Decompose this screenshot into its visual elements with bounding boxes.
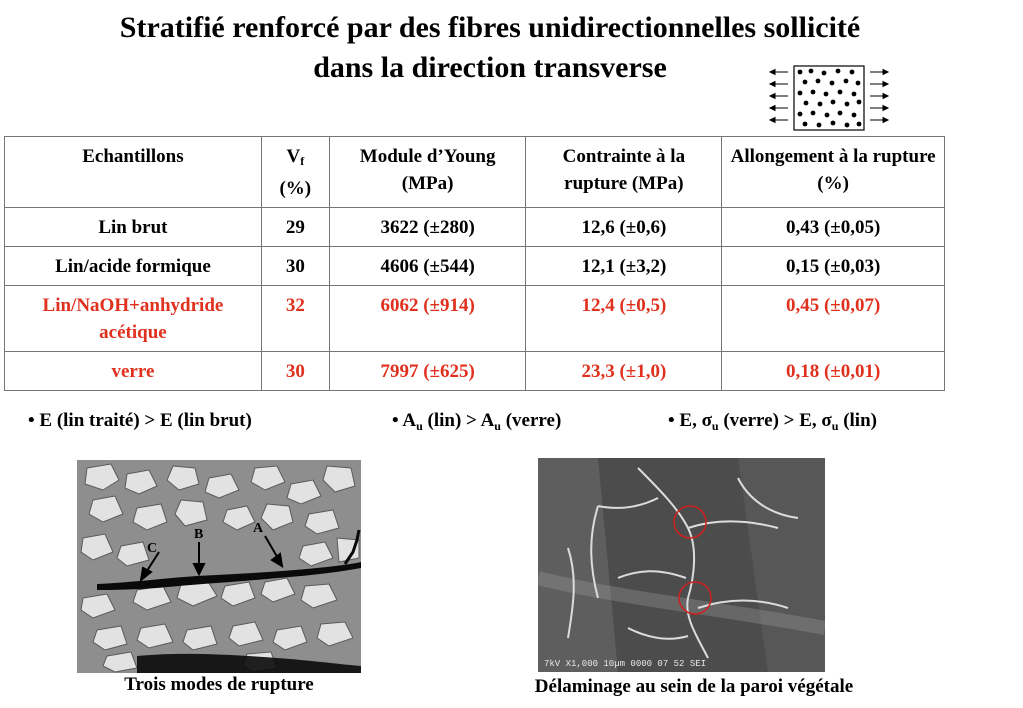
label-b: B (194, 527, 204, 542)
transverse-loading-schematic (766, 64, 892, 132)
note-stress-sub: u (831, 419, 839, 433)
table-row-highlighted (5, 352, 945, 391)
note-stress-part: • E, σ (668, 410, 712, 431)
header-samples: Echantillons (5, 137, 262, 208)
note-strain-part: (lin) > A (422, 410, 495, 431)
note-stress-part: (verre) > E, σ (718, 410, 832, 431)
caption-delamination: Délaminage au sein de la paroi végétale (534, 676, 854, 697)
table-row (5, 208, 945, 247)
cell-sample: verre (5, 352, 262, 391)
note-strain-sub: u (416, 419, 423, 433)
cell-vf: 29 (261, 208, 329, 247)
table-row (5, 247, 945, 286)
note-stress-part: (lin) (838, 410, 877, 431)
label-a: A (253, 521, 264, 536)
table-row-highlighted (5, 286, 945, 352)
cell-strain: 0,43 (±0,05) (722, 208, 945, 247)
note-stress (668, 410, 877, 434)
sem-scalebar-info: 7kV X1,000 10µm 0000 07 52 SEI (544, 659, 707, 669)
cell-stress: 12,1 (±3,2) (526, 247, 722, 286)
note-strain-sub: u (494, 419, 501, 433)
cell-sample: Lin/acide formique (5, 247, 262, 286)
cell-strain: 0,15 (±0,03) (722, 247, 945, 286)
cell-stress: 23,3 (±1,0) (526, 352, 722, 391)
note-stress-sub: u (711, 419, 719, 433)
note-strain-part: (verre) (500, 410, 562, 431)
cell-modulus: 7997 (±625) (329, 352, 526, 391)
note-strain-part: • A (392, 410, 417, 431)
header-vf-subscript: f (300, 154, 305, 168)
cell-modulus: 3622 (±280) (329, 208, 526, 247)
cell-stress: 12,6 (±0,6) (526, 208, 722, 247)
right-arrows (870, 70, 888, 123)
table-header-row (5, 137, 945, 208)
header-vf-unit: (%) (279, 178, 312, 199)
note-modulus: • E (lin traité) > E (lin brut) (28, 410, 252, 431)
properties-table (4, 136, 945, 391)
cell-sample: Lin brut (5, 208, 262, 247)
sem-image-rupture-modes (77, 460, 361, 673)
header-vf (261, 137, 329, 208)
sem-image-delamination (538, 458, 825, 672)
cell-modulus: 6062 (±914) (329, 286, 526, 352)
ply-square (794, 66, 864, 130)
cell-vf: 30 (261, 247, 329, 286)
cell-stress: 12,4 (±0,5) (526, 286, 722, 352)
header-vf-symbol: V (286, 146, 301, 167)
header-modulus: Module d’Young (MPa) (329, 137, 526, 208)
title-line-2: dans la direction transverse (313, 51, 667, 84)
header-strain: Allongement à la rupture (%) (722, 137, 945, 208)
cell-vf: 32 (261, 286, 329, 352)
cell-vf: 30 (261, 352, 329, 391)
cell-strain: 0,18 (±0,01) (722, 352, 945, 391)
cell-modulus: 4606 (±544) (329, 247, 526, 286)
cell-strain: 0,45 (±0,07) (722, 286, 945, 352)
cell-sample: Lin/NaOH+anhydride acétique (5, 286, 262, 352)
left-arrows (770, 70, 788, 123)
label-c: C (147, 541, 158, 556)
title-line-1: Stratifié renforcé par des fibres unidirectionnelles sollicité (119, 11, 861, 44)
header-stress: Contrainte à la rupture (MPa) (526, 137, 722, 208)
caption-rupture-modes: Trois modes de rupture (124, 674, 314, 695)
note-strain (392, 410, 561, 434)
